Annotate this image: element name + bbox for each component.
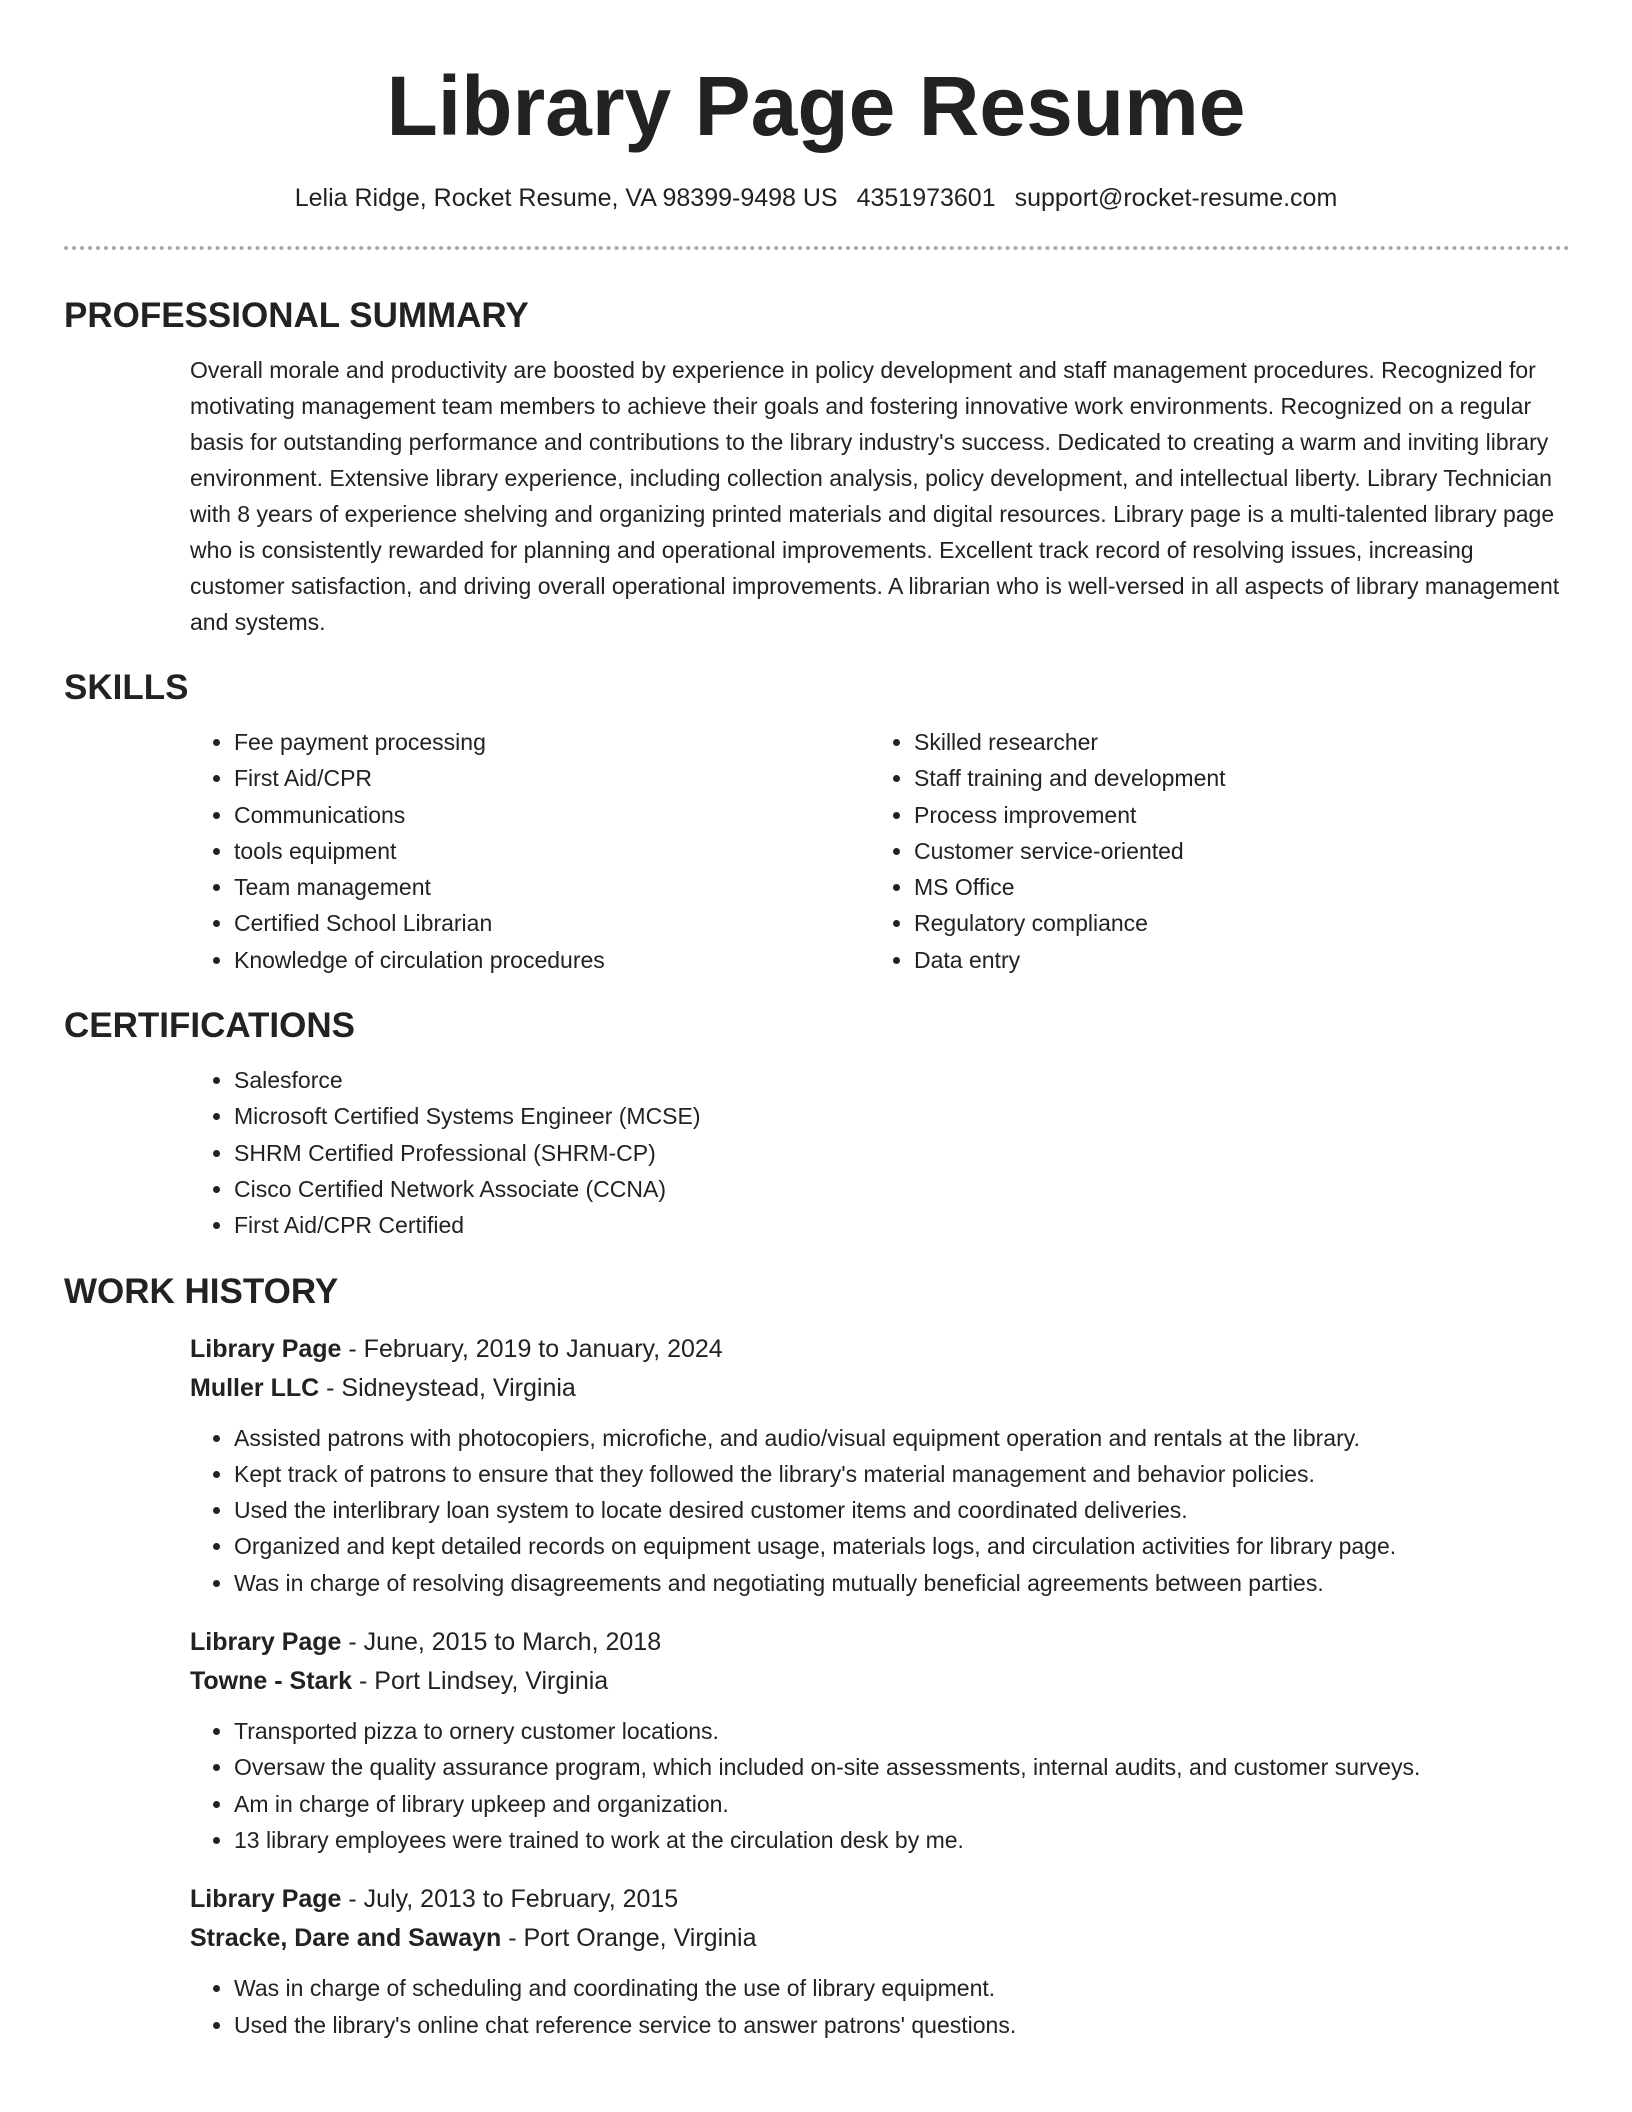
list-item: • Organized and kept detailed records on equipment usage, materials logs, and circulation activities for library page. xyxy=(234,1528,1570,1564)
list-item: • Regulatory compliance xyxy=(914,905,1550,941)
skills-grid xyxy=(190,724,1570,978)
job-company: Muller LLC xyxy=(190,1373,320,1402)
job-duties-list xyxy=(190,1420,1570,1601)
job-entry xyxy=(190,1623,1570,1858)
list-item: • Oversaw the quality assurance program, which included on-site assessments, internal audits, and customer surveys. xyxy=(234,1749,1570,1785)
certifications-list xyxy=(190,1062,1570,1243)
job-company-line xyxy=(190,1662,1570,1701)
job-company: Towne - Stark xyxy=(190,1667,353,1696)
list-item: • MS Office xyxy=(914,869,1550,905)
certifications-body xyxy=(64,1062,1570,1243)
summary-heading: PROFESSIONAL SUMMARY xyxy=(64,296,529,335)
contact-phone: 4351973601 xyxy=(856,184,996,212)
job-duties-list xyxy=(190,1970,1570,2043)
job-title-line xyxy=(190,1880,1570,1919)
list-item: • Was in charge of scheduling and coordinating the use of library equipment. xyxy=(234,1970,1570,2006)
skills-column-right xyxy=(870,724,1550,978)
list-item: • Transported pizza to ornery customer locations. xyxy=(234,1713,1570,1749)
job-title-line xyxy=(190,1623,1570,1662)
contact-email: support@rocket-resume.com xyxy=(1014,184,1338,212)
list-item: • Staff training and development xyxy=(914,760,1550,796)
skills-heading: SKILLS xyxy=(64,668,189,707)
skills-column-left xyxy=(190,724,870,978)
header-divider xyxy=(64,246,1570,250)
job-dates: - February, 2019 to January, 2024 xyxy=(341,1334,723,1363)
job-dates: - June, 2015 to March, 2018 xyxy=(341,1628,662,1657)
list-item: • Am in charge of library upkeep and organization. xyxy=(234,1786,1570,1822)
job-company: Stracke, Dare and Sawayn xyxy=(190,1924,502,1953)
list-item: • Communications xyxy=(234,797,870,833)
work-history-heading: WORK HISTORY xyxy=(64,1271,339,1311)
list-item: • Skilled researcher xyxy=(914,724,1550,760)
job-location: - Port Lindsey, Virginia xyxy=(352,1667,609,1696)
skills-section xyxy=(0,666,1632,978)
list-item: • Customer service-oriented xyxy=(914,833,1550,869)
job-dates: - July, 2013 to February, 2015 xyxy=(341,1885,679,1914)
contact-address: Lelia Ridge, Rocket Resume, VA 98399-9498 US xyxy=(294,184,838,212)
certifications-heading: CERTIFICATIONS xyxy=(64,1006,356,1046)
list-item: • Salesforce xyxy=(234,1062,1570,1098)
summary-text: Overall morale and productivity are boosted by experience in policy development and staff management procedures. Recognized for motivating management team members to achieve their goals and fostering innovative work environments. Recognized on a regular basis for outstanding performance and contributions to the library industry's success. Dedicated to creating a warm and inviting library environment. Extensive library experience, including collection analysis, policy development, and intellectual liberty. Library Technician with 8 years of experience shelving and organizing printed materials and digital resources. Library page is a multi-talented library page who is consistently rewarded for planning and operational improvements. Excellent track record of resolving issues, increasing customer satisfaction, and driving overall operational improvements. A librarian who is well-versed in all aspects of library management and systems. xyxy=(190,357,1560,635)
job-duties-list xyxy=(190,1713,1570,1858)
resume-title: Library Page Resume xyxy=(386,59,1246,153)
list-item: • Microsoft Certified Systems Engineer (MCSE) xyxy=(234,1098,1570,1134)
list-item: • Team management xyxy=(234,869,870,905)
work-history-body xyxy=(64,1330,1570,2043)
job-title-line xyxy=(190,1330,1570,1369)
job-company-line xyxy=(190,1919,1570,1958)
list-item: • Used the library's online chat reference service to answer patrons' questions. xyxy=(234,2007,1570,2043)
job-location: - Port Orange, Virginia xyxy=(501,1924,757,1953)
job-location: - Sidneystead, Virginia xyxy=(319,1373,576,1402)
list-item: • Certified School Librarian xyxy=(234,905,870,941)
skills-list-left xyxy=(190,724,870,978)
certifications-section xyxy=(0,1004,1632,1243)
list-item: • 13 library employees were trained to work at the circulation desk by me. xyxy=(234,1822,1570,1858)
contact-line xyxy=(0,182,1632,214)
list-item: • Kept track of patrons to ensure that they followed the library's material management and behavior policies. xyxy=(234,1456,1570,1492)
list-item: • First Aid/CPR Certified xyxy=(234,1207,1570,1243)
list-item: • Was in charge of resolving disagreements and negotiating mutually beneficial agreements between parties. xyxy=(234,1565,1570,1601)
job-entry xyxy=(190,1880,1570,2043)
job-company-line xyxy=(190,1369,1570,1408)
skills-body xyxy=(64,724,1570,978)
work-history-section xyxy=(0,1270,1632,2043)
list-item: • Cisco Certified Network Associate (CCNA) xyxy=(234,1171,1570,1207)
summary-body xyxy=(64,352,1570,640)
list-item: • SHRM Certified Professional (SHRM-CP) xyxy=(234,1135,1570,1171)
list-item: • Process improvement xyxy=(914,797,1550,833)
list-item: • tools equipment xyxy=(234,833,870,869)
summary-section xyxy=(0,294,1632,640)
job-position: Library Page xyxy=(190,1628,342,1657)
list-item: • First Aid/CPR xyxy=(234,760,870,796)
list-item: • Fee payment processing xyxy=(234,724,870,760)
skills-list-right xyxy=(870,724,1550,978)
list-item: • Assisted patrons with photocopiers, microfiche, and audio/visual equipment operation and rentals at the library. xyxy=(234,1420,1570,1456)
resume-header xyxy=(0,0,1632,214)
list-item: • Knowledge of circulation procedures xyxy=(234,942,870,978)
job-position: Library Page xyxy=(190,1334,342,1363)
job-entry xyxy=(190,1330,1570,1601)
job-position: Library Page xyxy=(190,1885,342,1914)
list-item: • Used the interlibrary loan system to locate desired customer items and coordinated deliveries. xyxy=(234,1492,1570,1528)
list-item: • Data entry xyxy=(914,942,1550,978)
